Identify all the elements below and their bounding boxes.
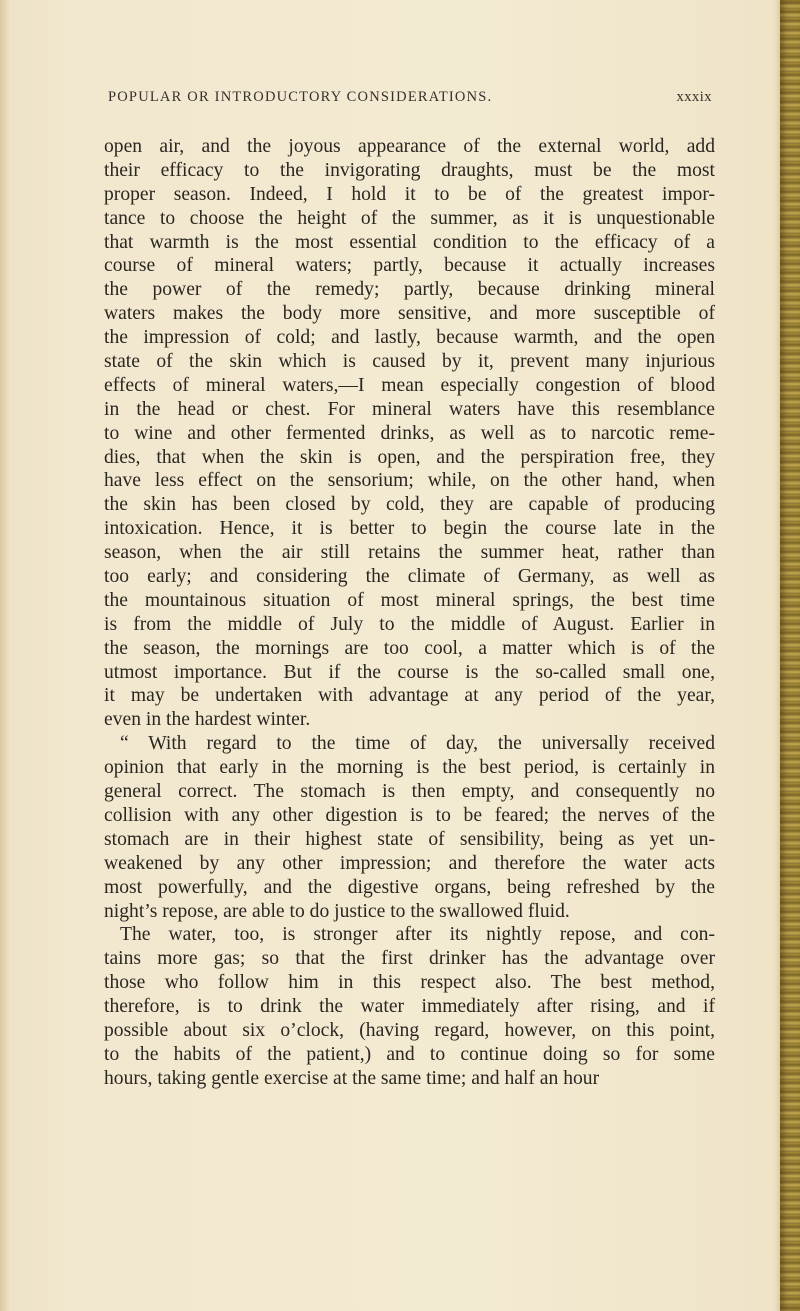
- text-line: those who follow him in this respect also. The best method,: [104, 972, 715, 994]
- text-line: is from the middle of July to the middle of August. Earlier in: [104, 613, 715, 635]
- text-line: the mountainous situation of most mineral springs, the best time: [104, 589, 715, 611]
- text-line: proper season. Indeed, I hold it to be of the greatest impor-: [104, 183, 715, 205]
- text-line: state of the skin which is caused by it, prevent many injurious: [104, 351, 715, 373]
- text-line: possible about six o’clock, (having regard, however, on this point,: [104, 1019, 715, 1041]
- text-line: hours, taking gentle exercise at the same time; and half an hour: [104, 1067, 600, 1089]
- text-line: the power of the remedy; partly, because drinking mineral: [104, 279, 715, 301]
- text-line: therefore, is to drink the water immediately after rising, and if: [104, 996, 715, 1018]
- text-line: the skin has been closed by cold, they are capable of producing: [104, 494, 715, 516]
- text-line: effects of mineral waters,—I mean especially congestion of blood: [104, 374, 715, 396]
- text-line: opinion that early in the morning is the best period, is certainly in: [104, 757, 715, 779]
- text-line: most powerfully, and the digestive organs, being refreshed by the: [104, 876, 715, 898]
- text-line: in the head or chest. For mineral waters have this resemblance: [104, 398, 715, 420]
- text-line: to the habits of the patient,) and to continue doing so for some: [104, 1043, 715, 1065]
- text-line: the season, the mornings are too cool, a matter which is of the: [104, 637, 715, 659]
- text-line: The water, too, is stronger after its nightly repose, and con-: [120, 924, 715, 946]
- text-line: tains more gas; so that the first drinker has the advantage over: [104, 948, 715, 970]
- running-header: [108, 89, 712, 106]
- text-line: to wine and other fermented drinks, as well as to narcotic reme-: [104, 422, 715, 444]
- running-title: POPULAR OR INTRODUCTORY CONSIDERATIONS.: [108, 89, 493, 105]
- text-line: the impression of cold; and lastly, because warmth, and the open: [104, 327, 715, 349]
- text-line: course of mineral waters; partly, because it actually increases: [104, 255, 715, 277]
- page-number: xxxix: [676, 89, 712, 105]
- text-line: collision with any other digestion is to be feared; the nerves of the: [104, 804, 715, 826]
- gutter-shadow: [0, 0, 10, 1311]
- text-line: general correct. The stomach is then empty, and consequently no: [104, 781, 715, 803]
- text-line: too early; and considering the climate of Germany, as well as: [104, 566, 715, 588]
- text-line: season, when the air still retains the summer heat, rather than: [104, 542, 715, 564]
- text-line: open air, and the joyous appearance of the external world, add: [104, 136, 715, 157]
- book-edge-binding: [780, 0, 800, 1311]
- text-line: their efficacy to the invigorating draughts, must be the most: [104, 159, 715, 181]
- text-line: that warmth is the most essential condition to the efficacy of a: [104, 231, 715, 253]
- text-line: utmost importance. But if the course is the so-called small one,: [104, 661, 715, 683]
- text-line: night’s repose, are able to do justice to the swallowed fluid.: [104, 900, 570, 922]
- text-line: have less effect on the sensorium; while, on the other hand, when: [104, 470, 715, 492]
- text-line: weakened by any other impression; and therefore the water acts: [104, 852, 715, 874]
- text-line: tance to choose the height of the summer, as it is unquestionable: [104, 207, 715, 229]
- body-text: [104, 135, 715, 1091]
- text-line: intoxication. Hence, it is better to begin the course late in the: [104, 518, 715, 540]
- text-line: even in the hardest winter.: [104, 709, 311, 731]
- text-line: waters makes the body more sensitive, and more susceptible of: [104, 303, 715, 325]
- text-line: dies, that when the skin is open, and the perspiration free, they: [104, 446, 715, 468]
- text-line: it may be undertaken with advantage at any period of the year,: [104, 685, 715, 707]
- text-line: “ With regard to the time of day, the universally received: [120, 733, 715, 755]
- text-line: stomach are in their highest state of sensibility, being as yet un-: [104, 828, 715, 850]
